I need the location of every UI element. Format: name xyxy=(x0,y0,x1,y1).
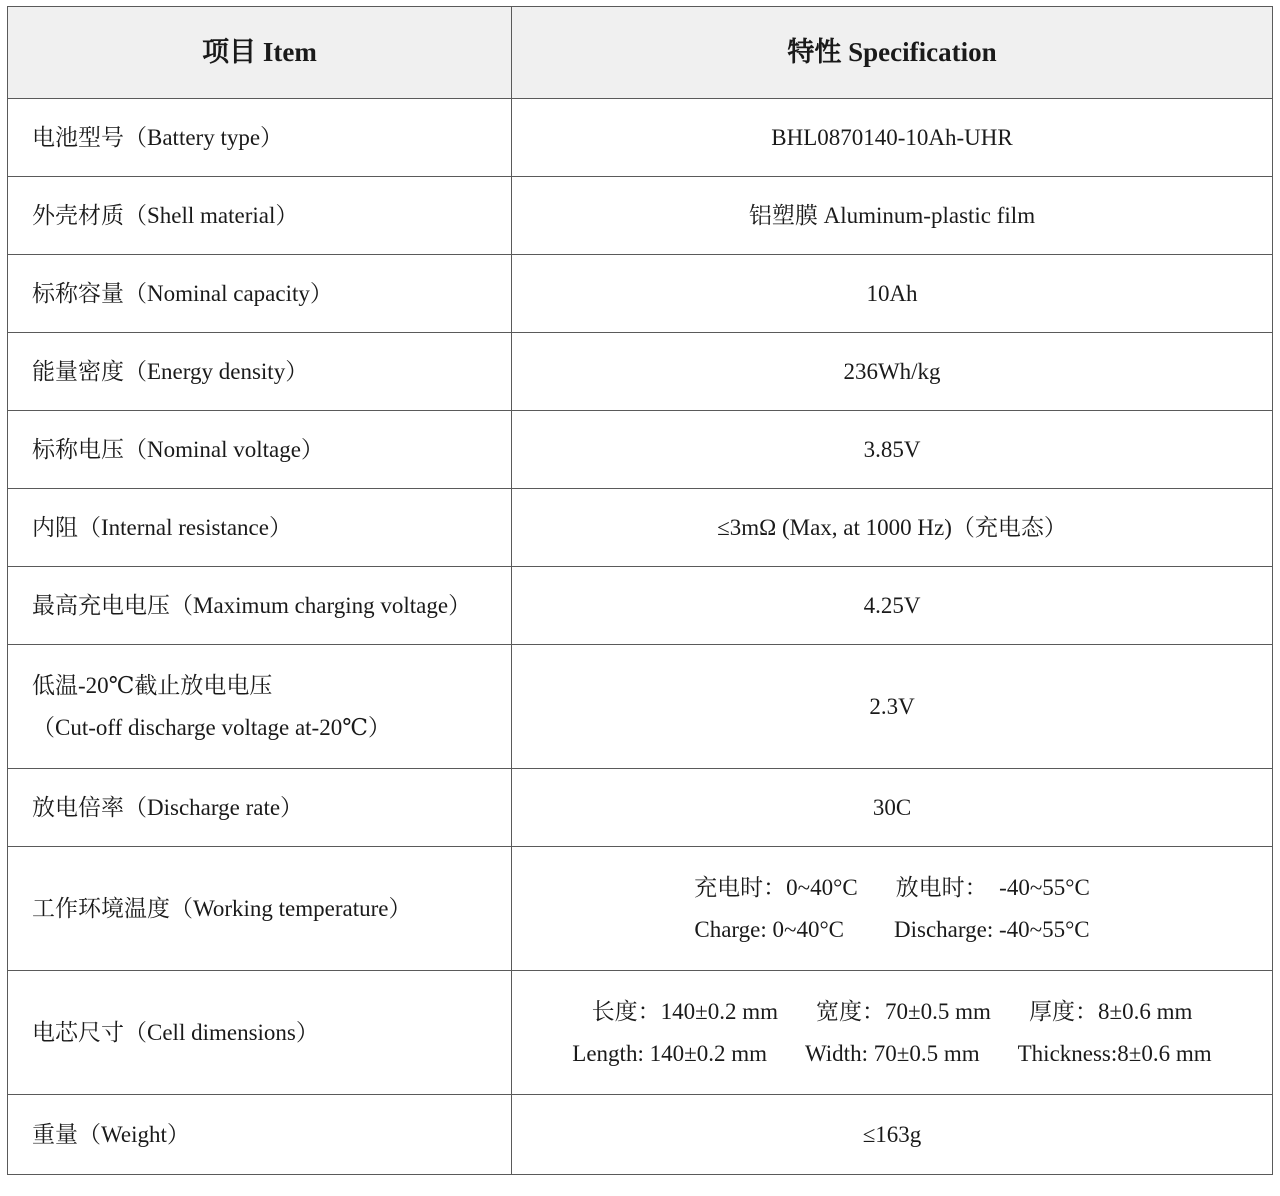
battery-spec-table xyxy=(7,6,1273,1175)
spec-max-charging-voltage: 4.25V xyxy=(512,567,1273,645)
spec-battery-type: BHL0870140-10Ah-UHR xyxy=(512,99,1273,177)
spec-nominal-capacity: 10Ah xyxy=(512,255,1273,333)
table-row-working-temperature xyxy=(8,847,1273,971)
spec-en-charge-temp: Charge: 0~40°C xyxy=(694,916,844,942)
header-specification: 特性 Specification xyxy=(512,7,1273,99)
spec-cn-width: 宽度：70±0.5 mm xyxy=(816,998,991,1024)
spec-energy-density: 236Wh/kg xyxy=(512,333,1273,411)
spec-cell-dimensions xyxy=(512,971,1273,1095)
item-cutoff-line-2: （Cut-off discharge voltage at-20℃） xyxy=(32,714,391,740)
item-internal-resistance: 内阻（Internal resistance） xyxy=(8,489,512,567)
spec-discharge-rate: 30C xyxy=(512,769,1273,847)
item-working-temperature: 工作环境温度（Working temperature） xyxy=(8,847,512,971)
spec-cn-thickness: 厚度：8±0.6 mm xyxy=(1028,998,1193,1024)
spec-en-length: Length: 140±0.2 mm xyxy=(572,1040,767,1066)
cell-dimensions-en-line xyxy=(512,1039,1272,1069)
table-row-discharge-rate xyxy=(8,769,1273,847)
working-temperature-cn-line xyxy=(512,873,1272,903)
spec-cn-charge-temp: 充电时：0~40°C xyxy=(694,874,858,900)
table-row-max-charging-voltage xyxy=(8,567,1273,645)
working-temperature-en-line xyxy=(512,915,1272,945)
spec-shell-material: 铝塑膜 Aluminum-plastic film xyxy=(512,177,1273,255)
spec-cutoff-discharge-voltage: 2.3V xyxy=(512,645,1273,769)
item-weight: 重量（Weight） xyxy=(8,1095,512,1175)
table-row-nominal-capacity xyxy=(8,255,1273,333)
table-row-weight xyxy=(8,1095,1273,1175)
table-header-row xyxy=(8,7,1273,99)
cell-dimensions-cn-line xyxy=(512,997,1272,1027)
item-shell-material: 外壳材质（Shell material） xyxy=(8,177,512,255)
spec-en-thickness: Thickness:8±0.6 mm xyxy=(1017,1040,1212,1066)
spec-en-discharge-temp: Discharge: -40~55°C xyxy=(894,916,1090,942)
item-cell-dimensions: 电芯尺寸（Cell dimensions） xyxy=(8,971,512,1095)
table-row-battery-type xyxy=(8,99,1273,177)
spec-working-temperature xyxy=(512,847,1273,971)
table-row-cutoff-discharge-voltage xyxy=(8,645,1273,769)
spec-internal-resistance: ≤3mΩ (Max, at 1000 Hz)（充电态） xyxy=(512,489,1273,567)
table-row-energy-density xyxy=(8,333,1273,411)
item-nominal-voltage: 标称电压（Nominal voltage） xyxy=(8,411,512,489)
table-row-internal-resistance xyxy=(8,489,1273,567)
table-row-shell-material xyxy=(8,177,1273,255)
spec-cn-discharge-temp: 放电时： -40~55°C xyxy=(895,874,1090,900)
spec-en-width: Width: 70±0.5 mm xyxy=(805,1040,980,1066)
item-nominal-capacity: 标称容量（Nominal capacity） xyxy=(8,255,512,333)
item-discharge-rate: 放电倍率（Discharge rate） xyxy=(8,769,512,847)
item-energy-density: 能量密度（Energy density） xyxy=(8,333,512,411)
item-cutoff-discharge-voltage xyxy=(8,645,512,769)
header-item: 项目 Item xyxy=(8,7,512,99)
table-row-nominal-voltage xyxy=(8,411,1273,489)
table-row-cell-dimensions xyxy=(8,971,1273,1095)
spec-nominal-voltage: 3.85V xyxy=(512,411,1273,489)
item-battery-type: 电池型号（Battery type） xyxy=(8,99,512,177)
item-cutoff-line-1: 低温-20℃截止放电电压 xyxy=(32,672,273,698)
spec-weight: ≤163g xyxy=(512,1095,1273,1175)
item-max-charging-voltage: 最高充电电压（Maximum charging voltage） xyxy=(8,567,512,645)
spec-cn-length: 长度：140±0.2 mm xyxy=(591,998,779,1024)
